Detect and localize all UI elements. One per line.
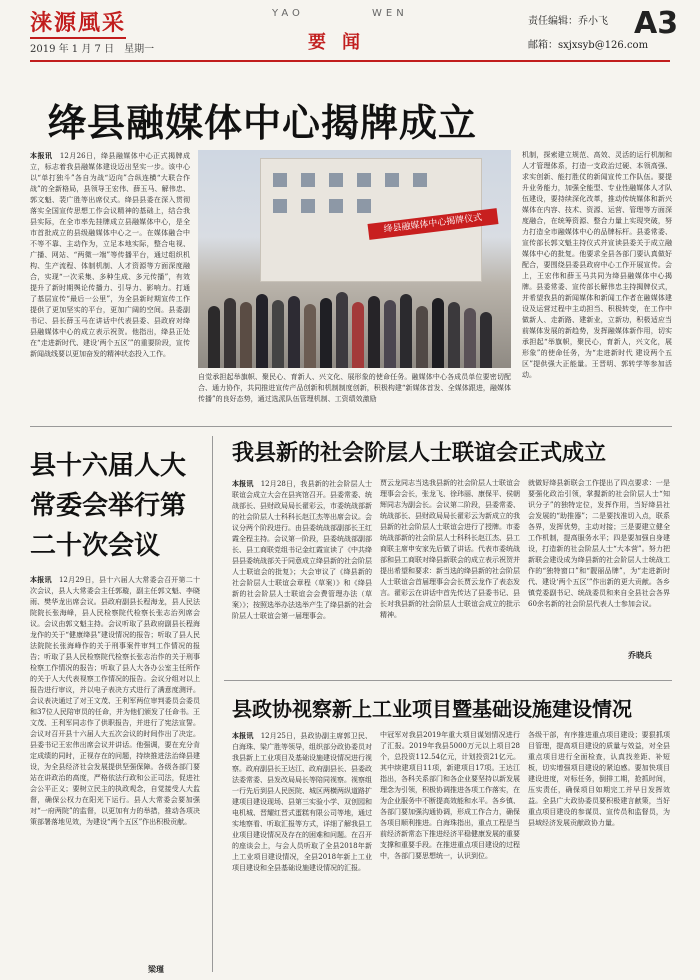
column-divider — [212, 436, 213, 972]
photo-banner: 绛县融媒体中心揭牌仪式 — [368, 208, 499, 240]
photo-window — [301, 199, 315, 213]
photo-person — [448, 302, 460, 368]
photo-window — [329, 173, 343, 187]
photo-person — [288, 296, 300, 368]
section-pinyin-yao: YAO — [272, 8, 304, 19]
section-divider — [30, 426, 672, 427]
photo-window — [357, 173, 371, 187]
story3-column-2: 贾云龙同志当选我县新的社会阶层人士联谊会理事会会长，张龙飞、徐玮丽、康保平、侯朝辉同志为副会长。会议第二阶段，县委常委、统战部长、县财政局局长翟彩云为新成立的我县新的社会阶层人士联谊会进行了授牌。市委统战部新的社会阶层人士科科长赵江杰、县工商联主席申安家先后做了讲话。代表市委统战部和县工商联对绛县新联会的成立表示祝贺并提出希望和要求：新当选的绛县新的社会阶层人士联谊会首届理事会会长贾云龙作了表态发言。翟彩云在讲话中首先传达了县委书记、县长对我县新的社会阶层人士联谊会成立的批示精神。 — [380, 479, 520, 619]
story3-column-1 — [232, 478, 372, 674]
story4-col1-text: 12月25日，县政协副主席郭卫民、白海珠、梁广胜等领导，组织部分政协委员对我县新上工业项目及基础设施建设情况进行视察。政府副县长王达江、政府副县长、县委政法委常委、县发改局局长等陪同视察。视察组一行先后到县人民医院、城区两横两纵道路扩建项目建设现场、县第三实验小学、双创园和电机城、晋耀红晋式蛋糕有限公司等地，通过实地察看、听取汇报等方式，详细了解我县工业项目建设情况及存在的困难和问题。在召开的座谈会上，与会人员听取了全县2018年新上工业项目建设情况，全县2018年新上工业项目建设和全县基础设施建设情况的汇报。 — [232, 732, 372, 872]
photo-window — [385, 173, 399, 187]
story2-col2-text: 县委书记王宏伟出席会议并讲话。他强调，要在充分肯定成绩的同时，正视存在的问题，持续推进法治绛县建设，为全县经济社会发展提供坚强保障。各级各部门要站在讲政治的高度，严格依法行政和公正司法，促进社会公平正义；要树立民主的执政观念，自觉接受人大监督，确保公权力在阳光下运行。县人大常委会要加强对“一府两院”的监督，以更加有力的举措，推动各项决策部署落地见效，为建设“两个五区”作出积极贡献。 — [30, 741, 200, 826]
story2-column-1 — [30, 574, 200, 968]
story1-column-1 — [30, 150, 190, 420]
story3-lead: 本报讯 — [232, 479, 254, 488]
photo-window — [329, 199, 343, 213]
story1-column-3: 机制，探索建立规范、高效、灵活的运行机制和人才管理体系，打造一支政治过硬、本领高强、求实创新、能打胜仗的新闻宣传工作队伍。要提升业务能力，加强全能型、专业性融媒体人才队伍建设，要持续深化改革，推动传统媒体和新兴媒体在内容、技术、资源、运营、管理等方面深度融合，在统筹资源、整合力量上实现突破，努力打造全市融媒体中心的品牌标杆。县委常委、宣传部长郭文魁主持仪式并宣读县委关于成立融媒体中心的批复。他要求全县各部门要认真做好配合，要围绕县委县政府中心工作开展宣传。会上，王宏伟和薛玉马共同为绛县融媒体中心揭牌。县委常委、宣传部长解伟忠主持揭牌仪式，并希望我县的新闻媒体和新闻工作者在融媒体建设及运营过程中主动担当、积极转变，在工作中做新人、走新路、建新业，立新功，积极适应当前媒体发展的新趋势，发挥融媒体新作用，切实承担起“举旗帜，聚民心，育新人，兴文化，展形象”的使命任务，为“走进新时代 建设两个五区”提供强大正能量。王晋明、郭转学等参加活动。 — [522, 151, 672, 379]
photo-person — [368, 296, 380, 368]
story3-column-3: 就做好绛县新联会工作提出了四点要求：一是要强化政治引领，掌握新的社会阶层人士“知识分子”的独特定位，发挥作用，当好绛县社会发展的“助推器”；二是要找准切入点，联系各界，发挥优势，主动对接；三是要建立健全工作机制，提高服务水平；四是要加强自身建设，打造新的社会阶层人士“大本营”。努力把新联会建设成为绛县新的社会阶层人士统战工作的“独特窗口”和“靓丽品牌”，为“走进新时代、建设‘两个五区’”作出新的更大贡献。各乡镇党委副书记、统战委员和来自全县社会各界60余名新的社会阶层代表人士参加会议。 — [528, 479, 670, 608]
photo-person — [272, 300, 284, 368]
story4-headline: 县政协视察新上工业项目暨基础设施建设情况 — [232, 697, 632, 721]
story3-col1-text: 12月28日，我县新的社会阶层人士联谊会成立大会在县宾馆召开。县委常委、统战部长、县财政局局长翟彩云，市委统战部新的社会阶层人士科科长赵江杰等出席会议。会议分两个阶段进行。由县委统战部副部长王红霞全程主持。会议第一阶段，县委统战部副部长、县工商联党组书记金红霞宣读了《中共绛县县委统战部关于同意成立绛县新的社会阶层人士联谊会的批复》；大会审议了《绛县新的社会阶层人士联谊会章程（草案）》和《绛县新的社会阶层人士联谊会会费管理办法（草案）》；按照选举办法选举产生了绛县新的社会阶层人士联谊会第一届理事会。 — [232, 480, 372, 620]
photo-window — [273, 173, 287, 187]
newspaper-brand: 涞源風采 — [30, 6, 126, 39]
photo-person — [464, 308, 476, 368]
photo-person — [304, 304, 316, 368]
photo-person — [320, 298, 332, 368]
page-number: A3 — [634, 6, 679, 41]
photo-window — [357, 199, 371, 213]
editor-email[interactable]: 邮箱：sxjxsyb@126.com — [528, 40, 649, 51]
photo-person — [352, 302, 364, 368]
story1-lead: 本报讯 — [30, 151, 53, 160]
page-header — [0, 0, 700, 64]
section-divider — [224, 680, 672, 681]
story4-lead: 本报讯 — [232, 731, 254, 740]
responsible-editor: 责任编辑：乔小飞 — [528, 16, 608, 27]
section-title: 要闻 — [308, 32, 376, 53]
story4-column-3: 各级干部，有序推进重点项目建设；要狠抓项目管理，提高项目建设的质量与效益，对全县重点项目进行全面检查，认真找差距、补短板，切实增强项目建设的紧迫感。要加快项目建设进度，对标任务，倒排工期，抢抓时间，压实责任，确保项目如期完工并早日发挥效益。全县广大政协委员要积极建言献策，当好重点项目建设的参谋员、宣传员和监督员，为县域经济发展贡献政协力量。 — [528, 731, 670, 827]
story2-lead: 本报讯 — [30, 575, 52, 584]
photo-window — [273, 199, 287, 213]
story1-photo-caption: 自觉承担起举旗帜、聚民心、育新人、兴文化、展形象的使命任务。融媒体中心各成员单位要密切配合、通力协作，共同推进宣传产品创新和机制制度创新，积极构建“新媒体首发、全媒体跟进，融媒体传播”的良好态势，通过选派队伍管理机制、工资绩效激励 — [198, 373, 511, 403]
header-rule — [30, 60, 670, 62]
story3-signature: 乔晓兵 — [628, 650, 652, 660]
photo-person — [432, 298, 444, 368]
photo-person — [384, 300, 396, 368]
story4-column-2: 中冠军对我县2019年重大项目谋划情况进行了汇报。2019年我县5000万元以上项目28个，总投资112.54亿元，计划投资21亿元。其中续建项目11项，新建项目17项。王达江指出，各科关系部门和各企业要坚持以新发展理念为引领，积极协调推进各项工作落实，在为企业服务中不断提高效能和水平。各乡镇、各部门要加强沟通协调，形成工作合力，确保各项目顺利推进。白海珠指出，重点工程是当前经济新常态下推进经济平稳健康发展的重要支撑和重要手段。在推进重点项目建设的过程中，各部门要思想统一，认识到位。 — [380, 731, 520, 860]
photo-window — [413, 173, 427, 187]
photo-person — [256, 294, 268, 368]
story2-col1-text: 12月29日，县十六届人大常委会召开第二十次会议，县人大常委会主任郭璇，副主任郭文魁、李晓雨、樊华龙出席会议。县政府副县长程海龙，县人民法院院长张海峰，县人民检察院代检察长张志治列席会议。会议由郭文魁主持。会议听取了县政府副县长程海龙作的关于“健康绛县”建设情况的报告；听取了县人民法院院长张海峰作的关于刑事案件审判工作情况的报告；听取了县人民检察院代检察长张志治作的关于刑事检察工作情况的报告；听取了县人大各办公室主任所作的关于人大代表视察工作情况的报告。会议分组对以上报告进行审议，并以电子表决方式进行了满意度测评。会议表决通过了对王文茂、王利军两位审判委员会委员和37位人民陪审员的任命，并为他们颁发了任命书。王文茂、王利军同志作了供职报告，并进行了宪法宣誓。会议对召开县十六届人大五次会议的时间作出了决定。 — [30, 576, 200, 738]
story1-photo — [198, 150, 511, 368]
story2-headline: 县十六届人大常委会举行第二十次会议 — [30, 451, 187, 561]
photo-person — [336, 292, 348, 368]
story1-headline: 绛县融媒体中心揭牌成立 — [48, 101, 478, 145]
photo-person — [416, 306, 428, 368]
photo-person — [400, 294, 412, 368]
story3-headline: 我县新的社会阶层人士联谊会正式成立 — [232, 441, 607, 466]
section-pinyin-wen: WEN — [372, 8, 408, 19]
issue-date: 2019 年 1 月 7 日 星期一 — [30, 44, 155, 55]
story2-signature: 梁瑾 — [148, 964, 164, 974]
photo-crowd — [198, 268, 511, 368]
story1-col1-text: 12月26日，绛县融媒体中心正式揭牌成立，标志着我县融媒体建设迈出坚实一步。该中心以“单打独斗”各自为战“迈向”合纵连横“大联合作战”的全新格局，县领导王宏伟、薛玉马、解伟忠、郭文魁、裴广胜等出席仪式。绛县县委在深入贯彻落实全国宣传思想工作会议精神的基础上，结合我县实际，在全市率先挂牌成立县融媒体中心，是全市首批成立的县级融媒体中心之一。在媒体融合中不等不靠、主动作为，立足本地实际，整合电视、广播、网站、“两微一端”等传播平台，通过组织机构、生产流程、体制机制、人才资源等方面深度融合，实现“一次采集、多种生成、多元传播”，有效提升了新时期舆论传播力、引导力、影响力。打通了基层宣传“最后一公里”，为全县新时期宣传工作提供了更加坚实的平台，更加广阔的空间。县委副书记、县长薛玉马在讲话中代表县委、县政府对绛县融媒体中心的成立表示祝贺。他指出，绛县正处在“走进新时代、建设‘两个五区’”的重要阶段，宣传新闻战线要以更加奋发的精神状态投入工作。 — [30, 152, 190, 358]
photo-person — [208, 306, 220, 368]
photo-person — [224, 298, 236, 368]
story4-column-1 — [232, 730, 372, 968]
photo-person — [480, 312, 492, 368]
photo-window — [301, 173, 315, 187]
photo-person — [240, 302, 252, 368]
